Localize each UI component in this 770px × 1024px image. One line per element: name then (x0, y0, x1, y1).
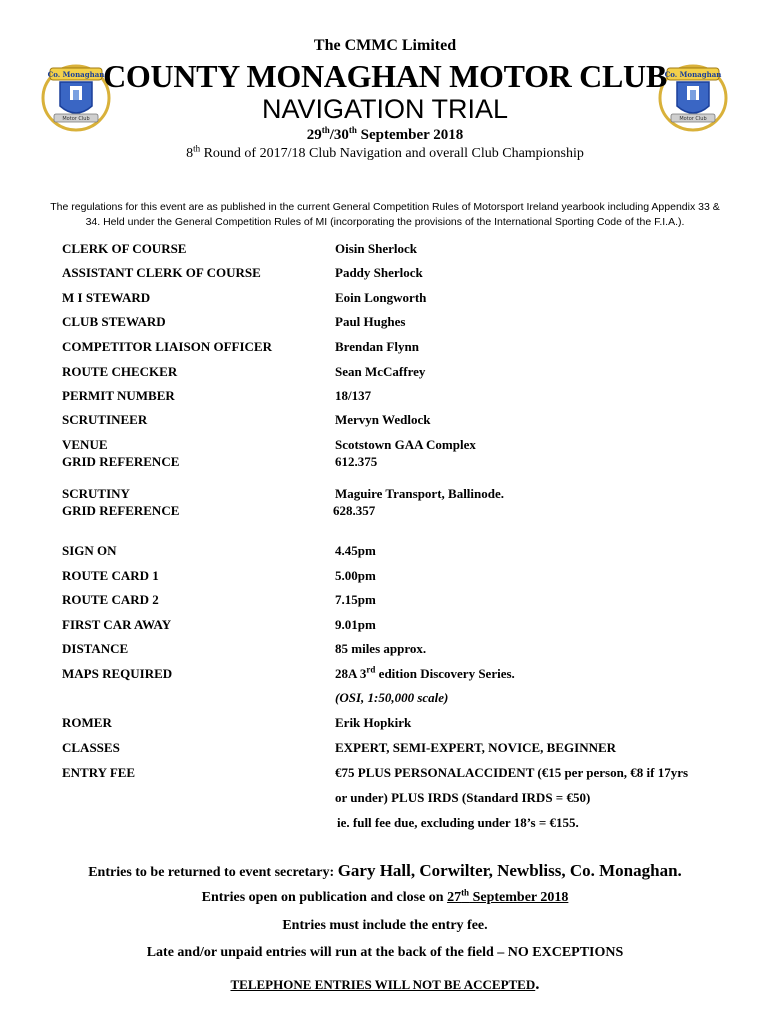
first-car-value: 9.01pm (335, 617, 376, 632)
classes-label: CLASSES (62, 740, 120, 755)
liaison-value: Brendan Flynn (335, 339, 419, 354)
distance-label: DISTANCE (62, 641, 129, 656)
maps-value: 28A 3rd edition Discovery Series. (335, 664, 515, 681)
regulations-text: The regulations for this event are as published in the current General Competition Rules of Motorsport Ireland yearbook including Appendix 33 & 34. Held under the General Competition Rules of MI (incorporating the provisions of the International Sporting Code of the F.I.A.). (50, 201, 720, 228)
route-card-1-value: 5.00pm (335, 568, 376, 583)
asst-clerk-value: Paddy Sherlock (335, 265, 423, 280)
distance-value: 85 miles approx. (335, 641, 427, 656)
entry-fee-label: ENTRY FEE (62, 765, 136, 780)
entry-fee-line-3: ie. full fee due, excluding under 18’s = €155. (337, 815, 579, 830)
mi-steward-label: M I STEWARD (62, 290, 151, 305)
telephone-note: TELEPHONE ENTRIES WILL NOT BE ACCEPTED. (230, 974, 540, 993)
entry-fee-line-1: €75 PLUS PERSONALACCIDENT (€15 per person, €8 if 17yrs (335, 765, 689, 780)
permit-label: PERMIT NUMBER (62, 388, 175, 403)
romer-value: Erik Hopkirk (335, 715, 412, 730)
event-title: NAVIGATION TRIAL (261, 94, 509, 124)
route-card-1-label: ROUTE CARD 1 (62, 568, 159, 583)
route-checker-label: ROUTE CHECKER (62, 364, 178, 379)
entry-fee-line-2: or under) PLUS IRDS (Standard IRDS = €50) (335, 790, 591, 805)
logo-ribbon: Motor Club (62, 116, 90, 122)
clerk-label: CLERK OF COURSE (62, 241, 187, 256)
late-entries-note: Late and/or unpaid entries will run at the back of the field – NO EXCEPTIONS (146, 945, 624, 960)
scrutineer-value: Mervyn Wedlock (335, 412, 431, 427)
liaison-label: COMPETITOR LIAISON OFFICER (62, 339, 272, 354)
classes-value: EXPERT, SEMI-EXPERT, NOVICE, BEGINNER (335, 740, 617, 755)
logo-ribbon: Motor Club (679, 116, 707, 122)
scrutiny-value: Maguire Transport, Ballinode. (335, 486, 505, 501)
venue-grid-value: 612.375 (335, 454, 378, 469)
permit-value: 18/137 (335, 388, 372, 403)
signon-label: SIGN ON (62, 543, 117, 558)
return-entries-line: Entries to be returned to event secretary: Gary Hall, Corwilter, Newbliss, Co. Monaghan. (88, 861, 682, 880)
mi-steward-value: Eoin Longworth (335, 290, 427, 305)
venue-grid-label: GRID REFERENCE (62, 454, 180, 469)
maps-label: MAPS REQUIRED (62, 666, 173, 681)
club-title: COUNTY MONAGHAN MOTOR CLUB (103, 58, 667, 94)
logo-text: Co. Monaghan (47, 70, 105, 79)
venue-value: Scotstown GAA Complex (335, 437, 476, 452)
club-steward-label: CLUB STEWARD (62, 314, 166, 329)
route-card-2-value: 7.15pm (335, 592, 376, 607)
venue-label: VENUE (62, 437, 108, 452)
scrutiny-grid-label: GRID REFERENCE (62, 503, 180, 518)
first-car-label: FIRST CAR AWAY (62, 617, 172, 632)
scrutiny-grid-value: 628.357 (333, 503, 376, 518)
logo-text: Co. Monaghan (664, 70, 722, 79)
maps-scale: (OSI, 1:50,000 scale) (335, 690, 449, 705)
scrutiny-label: SCRUTINY (62, 486, 130, 501)
route-card-2-label: ROUTE CARD 2 (62, 592, 159, 607)
scrutineer-label: SCRUTINEER (62, 412, 148, 427)
signon-value: 4.45pm (335, 543, 376, 558)
event-date: 29th/30th September 2018 (306, 125, 464, 143)
entries-open-line: Entries open on publication and close on 27th September 2018 (201, 887, 569, 905)
asst-clerk-label: ASSISTANT CLERK OF COURSE (62, 265, 261, 280)
company-name: The CMMC Limited (313, 37, 457, 54)
championship-round: 8th Round of 2017/18 Club Navigation and overall Club Championship (186, 143, 584, 161)
route-checker-value: Sean McCaffrey (335, 364, 426, 379)
romer-label: ROMER (62, 715, 112, 730)
clerk-value: Oisin Sherlock (335, 241, 417, 256)
entry-fee-note: Entries must include the entry fee. (282, 918, 488, 933)
club-steward-value: Paul Hughes (335, 314, 406, 329)
